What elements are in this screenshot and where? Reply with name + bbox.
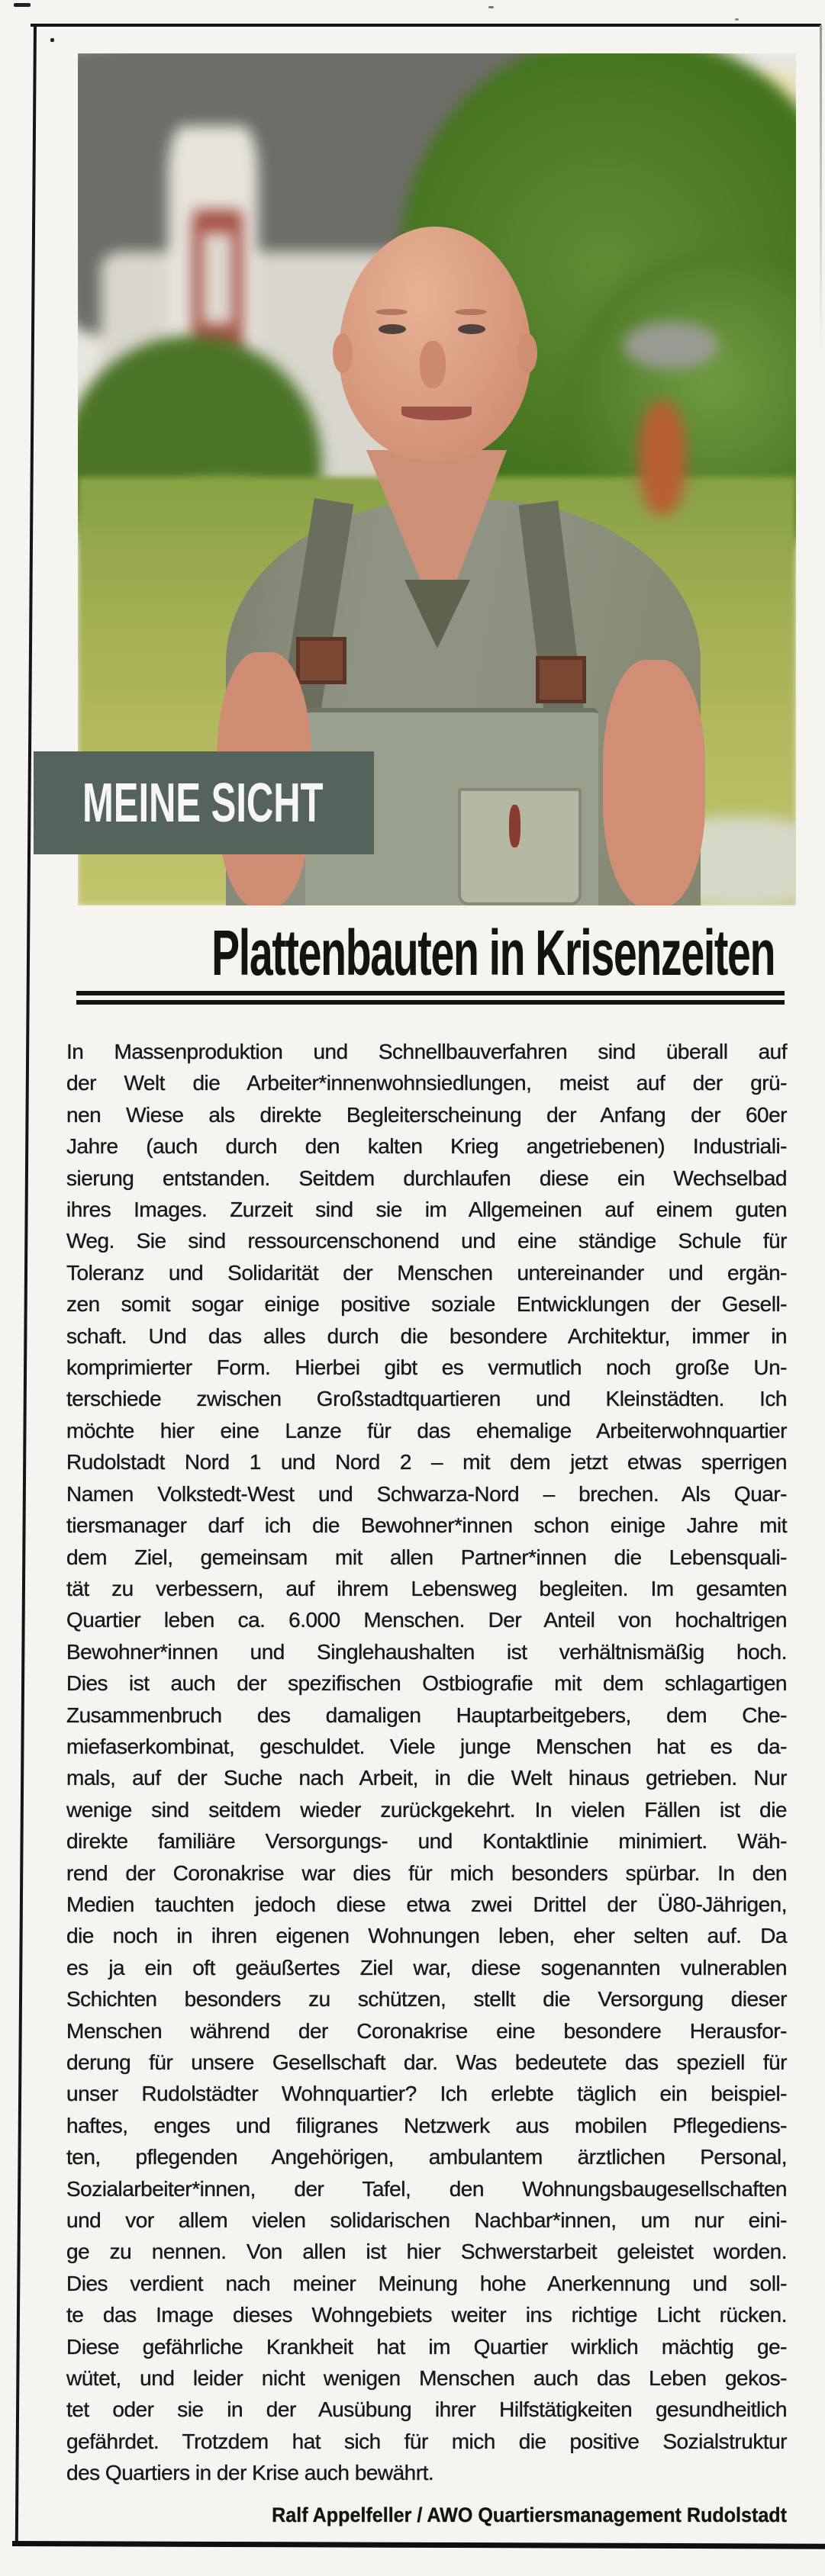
scan-speck	[50, 38, 54, 42]
pocket-pen	[509, 805, 520, 847]
nose	[420, 341, 446, 388]
article-line: Diese gefährliche Krankheit hat im Quartier wirklich mächtig ge-	[66, 2334, 787, 2359]
article-line: ge zu nennen. Von allen ist hier Schwerstarbeit geleistet worden.	[66, 2240, 787, 2264]
divider-line	[76, 991, 785, 995]
ear-left	[333, 333, 353, 373]
article-line: wenige sind seitdem wieder zurückgekehrt. In vielen Fällen ist die	[66, 1797, 787, 1822]
article-line: Toleranz und Solidarität der Menschen untereinander und ergän-	[66, 1260, 787, 1285]
scan-border-bottom	[12, 2541, 825, 2549]
article-line: wütet, und leider nicht wenigen Menschen auch das Leben gekos-	[66, 2366, 787, 2391]
headline-divider	[76, 991, 785, 1009]
article-line: möchte hier eine Lanze für das ehemalige Arbeiterwohnquartier	[66, 1418, 787, 1442]
article-line: In Massenproduktion und Schnellbauverfahren sind überall auf	[66, 1040, 787, 1063]
article-line: haftes, enges und filigranes Netzwerk aus mobilen Pflegediens-	[66, 2113, 787, 2137]
article-line: terschiede zwischen Großstadtquartieren und Kleinstädten. Ich	[66, 1387, 787, 1411]
article-line: Schichten besonders zu schützen, stellt die Versorgung dieser	[66, 1987, 787, 2012]
headline	[66, 918, 787, 987]
article-line: te das Image dieses Wohngebiets weiter ins richtige Licht rücken.	[66, 2303, 787, 2327]
eye-left	[379, 324, 406, 334]
article-line: des Quartiers in der Krise auch bewährt.	[66, 2461, 434, 2485]
man-arm-right	[603, 660, 705, 905]
eye-right	[458, 324, 485, 334]
article-line: miefaserkombinat, geschuldet. Viele junge Menschen hat es da-	[66, 1734, 787, 1758]
article-line: nen Wiese als direkte Begleiterscheinung der Anfang der 60er	[66, 1102, 787, 1127]
article-line: tät zu verbessern, auf ihrem Lebensweg begleiten. Im gesamten	[66, 1576, 787, 1600]
chest-pocket	[458, 788, 582, 905]
scan-border-top	[31, 24, 821, 27]
scan-speck	[735, 18, 739, 21]
mouth	[401, 407, 472, 420]
article-line: Bewohner*innen und Singlehaushalten ist verhältnismäßig hoch.	[66, 1639, 787, 1664]
article-line: Rudolstadt Nord 1 und Nord 2 – mit dem jetzt etwas sperrigen	[66, 1450, 787, 1475]
article-line: derung für unsere Gesellschaft dar. Was bedeutete das speziell für	[66, 2050, 787, 2074]
article-line: zen somit sogar einige positive soziale Entwicklungen der Gesell-	[66, 1292, 787, 1317]
scan-speck	[488, 6, 494, 8]
article-line: schaft. Und das alles durch die besondere Architektur, immer in	[66, 1323, 787, 1348]
article-line: dem Ziel, gemeinsam mit allen Partner*innen die Lebensquali-	[66, 1545, 787, 1569]
article-line: Namen Volkstedt-West und Schwarza-Nord – brechen. Als Quar-	[66, 1481, 787, 1506]
article-line: direkte familiäre Versorgungs- und Kontaktlinie minimiert. Wäh-	[66, 1829, 787, 1854]
scan-speck	[14, 3, 31, 7]
scan-border-left	[15, 24, 37, 2545]
article-line: Dies ist auch der spezifischen Ostbiografie mit dem schlagartigen	[66, 1671, 787, 1696]
overall-buckle-right	[536, 656, 586, 703]
byline: Ralf Appelfeller / AWO Quartiersmanagement Rudolstadt	[272, 2504, 787, 2526]
flower-blob	[639, 400, 686, 515]
eyebrow-left	[375, 309, 408, 315]
article-line: ten, pflegenden Angehörigen, ambulantem ärztlichen Personal,	[66, 2145, 787, 2169]
headline-text: Plattenbauten in Krisenzeiten	[211, 917, 775, 989]
article-line: Jahre (auch durch den kalten Krieg angetriebenen) Industriali-	[66, 1134, 787, 1159]
article-line: gefährdet. Trotzdem hat sich für mich die positive Sozialstruktur	[66, 2429, 787, 2453]
article-line: unser Rudolstädter Wohnquartier? Ich erlebte täglich ein beispiel-	[66, 2082, 787, 2106]
article-line: komprimierter Form. Hierbei gibt es vermutlich noch große Un-	[66, 1356, 787, 1380]
article-line: Zusammenbruch des damaligen Hauptarbeitgebers, dem Che-	[66, 1703, 787, 1727]
article-line: Dies verdient nach meiner Meinung hohe Anerkennung und soll-	[66, 2271, 787, 2295]
article-line: Medien tauchten jedoch diese etwa zwei Drittel der Ü80-Jährigen,	[66, 1892, 787, 1916]
article-line: Quartier leben ca. 6.000 Menschen. Der Anteil von hochaltrigen	[66, 1608, 787, 1632]
article-line: und vor allem vielen solidarischen Nachbar*innen, um nur eini-	[66, 2208, 787, 2233]
article-line: ihres Images. Zurzeit sind sie im Allgemeinen auf einem guten	[66, 1198, 787, 1222]
eyebrow-right	[455, 309, 487, 315]
article-line: rend der Coronakrise war dies für mich besonders spürbar. In den	[66, 1860, 787, 1885]
article-line: es ja ein oft geäußertes Ziel war, diese sogenannten vulnerablen	[66, 1955, 787, 1979]
lamp-shape	[624, 322, 719, 369]
divider-line	[76, 1000, 785, 1005]
article-line: die noch in ihren eigenen Wohnungen leben, eher selten auf. Da	[66, 1924, 787, 1948]
scan-border-right	[820, 25, 822, 353]
article-body	[66, 1036, 787, 2489]
article-line: Menschen während der Coronakrise eine besondere Herausfor-	[66, 2018, 787, 2043]
article-line: tiersmanager darf ich die Bewohner*innen schon einige Jahre mit	[66, 1513, 787, 1538]
article-line: mals, auf der Suche nach Arbeit, in die Welt hinaus getrieben. Nur	[66, 1766, 787, 1790]
article-line: Sozialarbeiter*innen, der Tafel, den Wohnungsbaugesellschaften	[66, 2176, 787, 2201]
article-line: Weg. Sie sind ressourcenschonend und eine ständige Schule für	[66, 1229, 787, 1253]
overall-buckle-left	[296, 637, 346, 684]
ear-right	[517, 333, 537, 373]
kicker-label: MEINE SICHT	[82, 772, 324, 834]
dormer-glass-shape	[202, 233, 233, 324]
article-line: sierung entstanden. Seitdem durchlaufen diese ein Wechselbad	[66, 1166, 787, 1190]
kicker-badge	[34, 751, 374, 854]
article-line: tet oder sie in der Ausübung ihrer Hilfstätigkeiten gesundheitlich	[66, 2398, 787, 2422]
article-line: der Welt die Arbeiter*innenwohnsiedlungen, meist auf der grü-	[66, 1071, 787, 1095]
